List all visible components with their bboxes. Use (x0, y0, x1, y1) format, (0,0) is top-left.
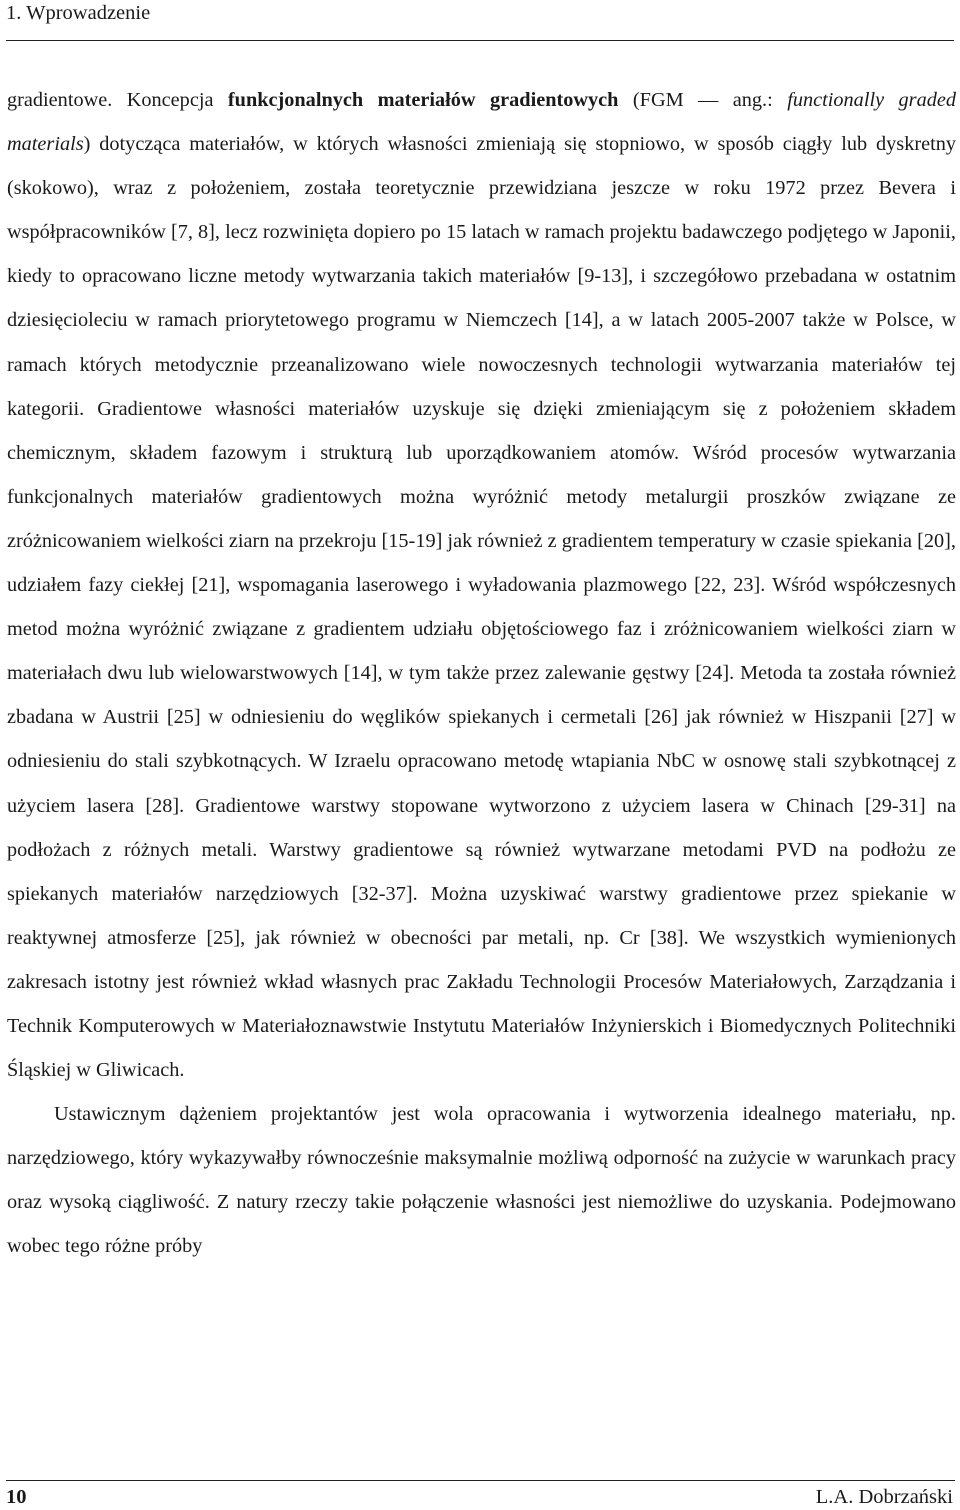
author-name: L.A. Dobrzański (815, 1486, 953, 1508)
page-footer (6, 1480, 955, 1510)
section-title: 1. Wprowadzenie (6, 2, 151, 24)
paragraph-1 (7, 78, 956, 1092)
term-fgm-english: functionally graded materials (7, 89, 956, 156)
term-fgm-polish: funkcjonalnych materiałów gradientowych (227, 89, 619, 111)
paragraph-1-text: ) dotycząca materiałów, w których własności zmieniają się stopniowo, w sposób ciągły lub dyskretny (skokowo), wraz z położeniem, została teoretycznie przewidziana jeszcze w roku 1972 przez Bevera i współpracowników [7, 8], lecz rozwinięta dopiero po 15 latach w ramach projektu badawczego podjętego w Japonii, kiedy to opracowano liczne metody wytwarzania takich materiałów [9-13], i szczegółowo przebadana w ostatnim dziesięcioleciu w ramach priorytetowego programu w Niemczech [14], a w latach 2005-2007 także w Polsce, w ramach których metodycznie przeanalizowano wiele nowoczesnych technologii wytwarzania materiałów tej kategorii. Gradientowe własności materiałów uzyskuje się dzięki zmieniającym się z położeniem składem chemicznym, składem fazowym i strukturą lub uporządkowaniem atomów. Wśród procesów wytwarzania funkcjonalnych materiałów gradientowych można wyróżnić metody metalurgii proszków związane ze zróżnicowaniem wielkości ziarn na przekroju [15-19] jak również z gradientem temperatury w czasie spiekania [20], udziałem fazy ciekłej [21], wspomagania laserowego i wyładowania plazmowego [22, 23]. Wśród współczesnych metod można wyróżnić związane z gradientem udziału objętościowego faz i zróżnicowaniem wielkości ziarn w materiałach dwu lub wielowarstwowych [14], w tym także przez zalewanie gęstwy [24]. Metoda ta została również zbadana w Austrii [25] w odniesieniu do węglików spiekanych i cermetali [26] jak również w Hiszpanii [27] w odniesieniu do stali szybkotnących. W Izraelu opracowano metodę wtapiania NbC w osnowę stali szybkotnącej z użyciem lasera [28]. Gradientowe warstwy stopowane wytworzono z użyciem lasera w Chinach [29-31] na podłożach z różnych metali. Warstwy gradientowe są również wytwarzane metodami PVD na podłożu ze spiekanych materiałów narzędziowych [32-37]. Można uzyskiwać warstwy gradientowe przez spiekanie w reaktywnej atmosferze [25], jak również w obecności par metali, np. Cr [38]. We wszystkich wymienionych zakresach istotny jest również wkład własnych prac Zakładu Technologii Procesów Materiałowych, Zarządzania i Technik Komputerowych w Materiałoznawstwie Instytutu Materiałów Inżynierskich i Biomedycznych Politechniki Śląskiej w Gliwicach. (7, 133, 956, 1082)
paragraph-1-text: gradientowe. Koncepcja (7, 89, 228, 111)
body-text (7, 78, 956, 1269)
page-number: 10 (6, 1486, 27, 1508)
paragraph-1-text: (FGM — ang.: (618, 89, 788, 111)
paragraph-2: Ustawicznym dążeniem projektantów jest wola opracowania i wytworzenia idealnego materiału, np. narzędziowego, który wykazywałby równocześnie maksymalnie możliwą odporność na zużycie w warunkach pracy oraz wysoką ciągliwość. Z natury rzeczy takie połączenie własności jest niemożliwe do uzyskania. Podejmowano wobec tego różne próby (7, 1103, 956, 1258)
page-header (6, 0, 954, 41)
